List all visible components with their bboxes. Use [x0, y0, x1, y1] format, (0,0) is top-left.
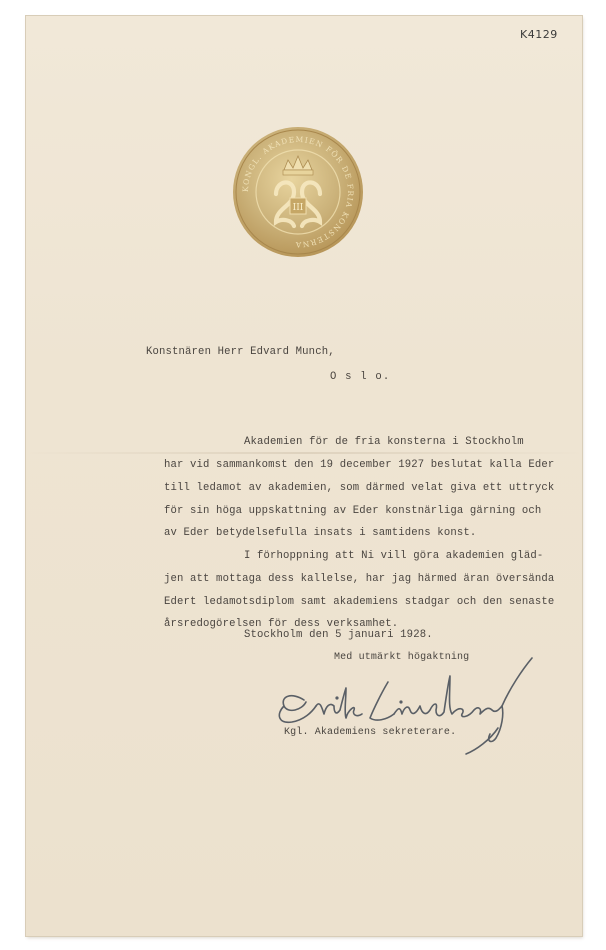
recipient-name: Konstnären Herr Edvard Munch, [146, 346, 335, 358]
catalog-number: K4129 [520, 28, 558, 41]
body-line: av Eder betydelsefulla insats i samtidens konst. [164, 527, 477, 539]
seal-inscription: KONGL. AKADEMIEN FÖR DE FRIA KONSTERNA [240, 134, 356, 250]
handwritten-signature [270, 648, 540, 758]
body-line: för sin höga uppskattning av Eder konstnärliga gärning och [164, 505, 542, 517]
body-line: årsredogörelsen för dess verksamhet. [164, 618, 399, 630]
body-line: Akademien för de fria konsterna i Stockholm [244, 436, 524, 448]
body-line: Edert ledamotsdiplom samt akademiens stadgar och den senaste [164, 596, 555, 608]
date-line: Stockholm den 5 januari 1928. [244, 629, 433, 641]
body-line: har vid sammankomst den 19 december 1927 beslutat kalla Eder [164, 459, 555, 471]
academy-seal-icon [232, 126, 364, 258]
paper-fold-line [26, 452, 582, 454]
closing-line: Med utmärkt högaktning [334, 652, 470, 663]
recipient-city: O s l o. [330, 371, 391, 383]
body-line: jen att mottaga dess kallelse, har jag härmed äran översända [164, 573, 555, 585]
body-line: till ledamot av akademien, som därmed velat giva ett uttryck [164, 482, 555, 494]
seal-center-text: III [292, 203, 304, 213]
signature-title: Kgl. Akademiens sekreterare. [284, 727, 457, 738]
body-line: I förhoppning att Ni vill göra akademien gläd- [244, 550, 544, 562]
